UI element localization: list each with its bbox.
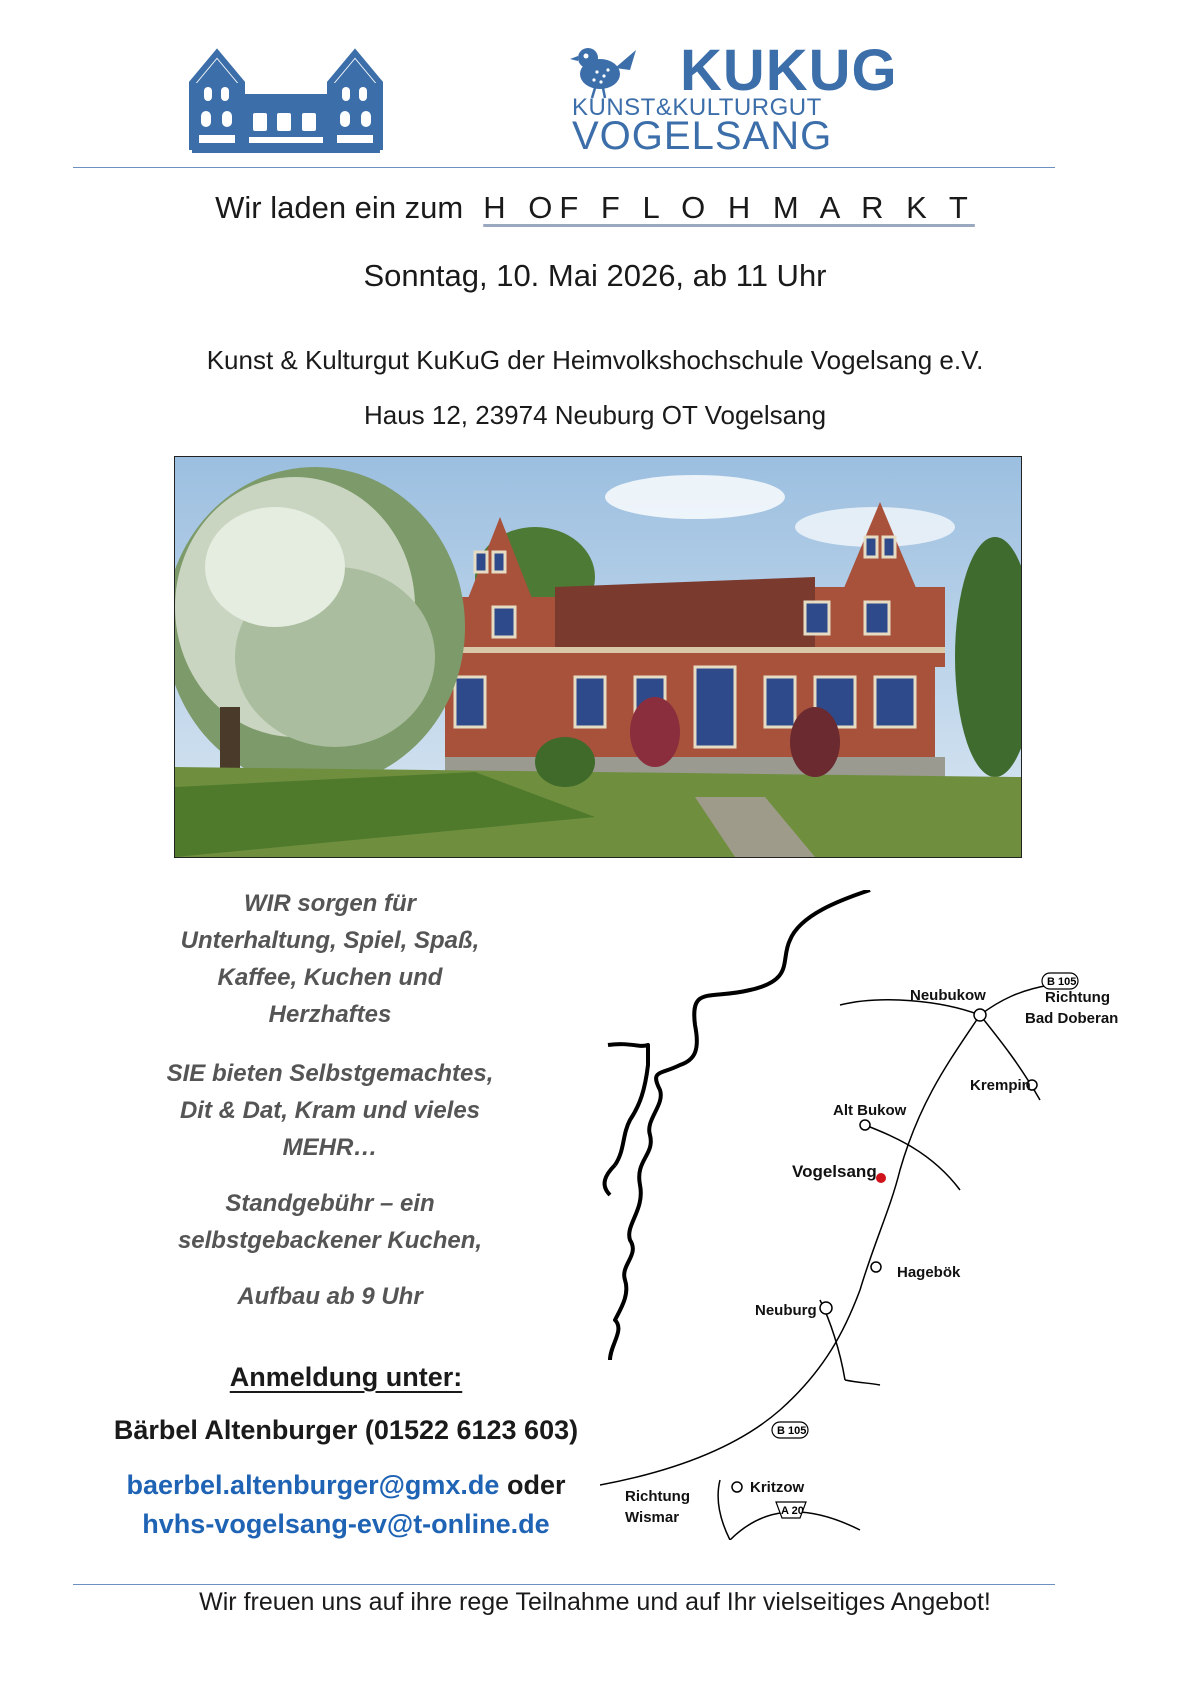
organizer-name: Kunst & Kulturgut KuKuG der Heimvolkshochschule Vogelsang e.V. — [206, 345, 984, 375]
marker-neuburg — [820, 1302, 832, 1314]
map-label-bad-doberan: Bad Doberan — [1025, 1010, 1119, 1027]
house-logo — [187, 45, 385, 155]
bottom-divider — [73, 1584, 1055, 1585]
marker-vogelsang — [876, 1173, 886, 1183]
brand-place: VOGELSANG — [572, 114, 833, 158]
map-label-richtung-w: Richtung — [625, 1488, 690, 1505]
event-date: Sonntag, 10. Mai 2026, ab 11 Uhr — [363, 258, 827, 293]
email-connector: oder — [506, 1470, 566, 1500]
invite-prefix: Wir laden ein zum — [215, 190, 464, 225]
email-link-2[interactable]: hvhs-vogelsang-ev@t-online.de — [142, 1509, 550, 1539]
info-line: Herzhaftes — [268, 1001, 392, 1028]
info-line: Standgebühr – ein — [225, 1190, 435, 1217]
registration-email-line-2 — [100, 1509, 592, 1540]
directions-map — [600, 890, 1145, 1540]
info-line: selbstgebackener Kuchen, — [177, 1227, 483, 1254]
map-label-kritzow: Kritzow — [750, 1479, 805, 1496]
registration-title: Anmeldung unter: — [229, 1362, 463, 1392]
road-sign-label: B 105 — [1047, 976, 1077, 988]
info-line: Aufbau ab 9 Uhr — [237, 1283, 423, 1310]
registration-contact: Bärbel Altenburger (01522 6123 603) — [113, 1415, 579, 1445]
info-line: Dit & Dat, Kram und vieles — [179, 1097, 481, 1124]
info-you-offer — [140, 1055, 520, 1166]
map-label-richtung: Richtung — [1045, 989, 1110, 1006]
map-label-hageboek: Hagebök — [897, 1264, 961, 1281]
road-sign-label: B 105 — [777, 1425, 807, 1437]
top-divider — [73, 167, 1055, 168]
marker-hageboek — [871, 1262, 881, 1272]
invite-headline — [0, 190, 1190, 226]
info-line: Kaffee, Kuchen und — [217, 964, 443, 991]
coastline — [605, 890, 870, 1360]
event-title: H OF F L O H M A R K T — [483, 190, 975, 225]
map-label-alt-bukow: Alt Bukow — [833, 1102, 907, 1119]
road-sign-b105-bottom — [772, 1422, 808, 1438]
email-link-1[interactable]: baerbel.altenburger@gmx.de — [126, 1470, 500, 1500]
info-we-provide — [140, 885, 520, 1033]
info-line: SIE bieten Selbstgemachtes, — [166, 1060, 494, 1087]
footer-text: Wir freuen uns auf ihre rege Teilnahme und auf Ihr vielseitiges Angebot! — [199, 1588, 991, 1616]
map-label-vogelsang: Vogelsang — [792, 1162, 877, 1181]
marker-alt-bukow — [860, 1120, 870, 1130]
event-address: Haus 12, 23974 Neuburg OT Vogelsang — [363, 400, 827, 430]
brand-name: KUKUG — [680, 38, 898, 103]
info-stand-fee — [140, 1185, 520, 1259]
info-line: WIR sorgen für — [244, 890, 416, 917]
map-label-krempin: Krempin — [970, 1077, 1031, 1094]
map-label-neubukow: Neubukow — [910, 987, 986, 1004]
info-setup-time — [140, 1278, 520, 1315]
marker-neubukow — [974, 1009, 986, 1021]
marker-kritzow — [732, 1482, 742, 1492]
info-line: MEHR… — [282, 1134, 378, 1161]
map-label-neuburg: Neuburg — [755, 1302, 817, 1319]
building-photo — [174, 456, 1022, 858]
registration-email-line — [100, 1470, 592, 1501]
road-sign-label: A 20 — [781, 1505, 804, 1517]
road-sign-b105-top — [1042, 973, 1078, 989]
brand-subtitle: KUNST&KULTURGUT — [572, 94, 822, 121]
road-sign-a20 — [776, 1502, 806, 1518]
info-line: Unterhaltung, Spiel, Spaß, — [180, 927, 480, 954]
bird-logo — [570, 40, 640, 100]
map-label-wismar: Wismar — [625, 1509, 680, 1526]
